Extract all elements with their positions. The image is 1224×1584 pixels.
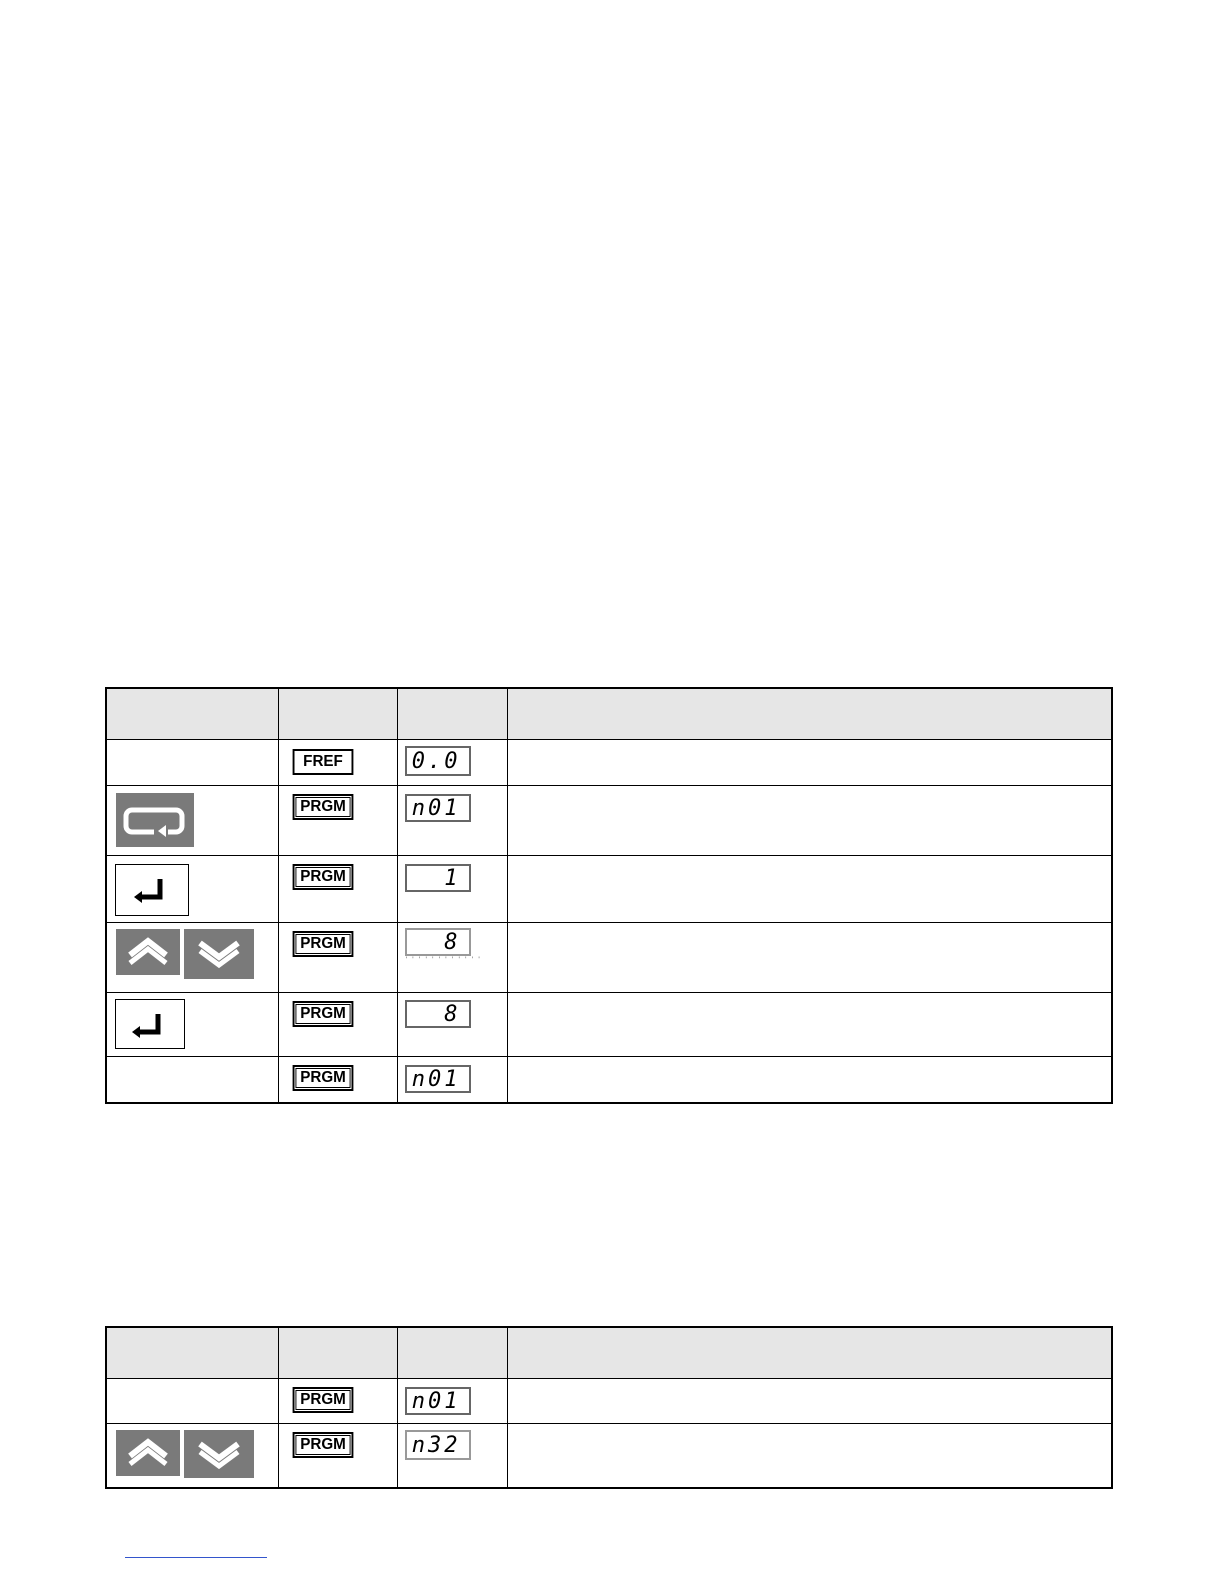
up-arrow-icon [116, 929, 180, 975]
hyperlink-underline[interactable] [125, 1557, 267, 1558]
description-cell [507, 1424, 1112, 1488]
down-arrow-icon [184, 929, 254, 979]
led-display: 8 [405, 928, 471, 956]
indicator-cell [278, 1379, 397, 1424]
table-row [106, 993, 1112, 1057]
key-cell [106, 993, 278, 1057]
enter-key-button[interactable] [115, 864, 189, 916]
key-cell [106, 856, 278, 923]
indicator-cell [278, 786, 397, 856]
header-display [397, 1327, 507, 1379]
indicator-cell [278, 740, 397, 786]
display-cell [397, 1379, 507, 1424]
indicator-cell [278, 856, 397, 923]
led-display: 0.0 [405, 746, 471, 776]
display-cell [397, 1424, 507, 1488]
description-cell [507, 1379, 1112, 1424]
table-row [106, 923, 1112, 993]
enter-return-icon [116, 865, 188, 915]
down-arrow-icon [184, 1430, 254, 1478]
led-display: 8 [405, 1000, 471, 1028]
header-indicator [278, 1327, 397, 1379]
description-cell [507, 993, 1112, 1057]
display-cell [397, 786, 507, 856]
display-cell [397, 740, 507, 786]
display-cell [397, 993, 507, 1057]
table-row [106, 1057, 1112, 1103]
header-description [507, 688, 1112, 740]
description-cell [507, 786, 1112, 856]
indicator-cell [278, 1057, 397, 1103]
indicator-lamp: PRGM [292, 1432, 353, 1458]
enter-key-button[interactable] [115, 999, 185, 1049]
key-cell [106, 1424, 278, 1488]
table-row [106, 740, 1112, 786]
down-key-button[interactable] [184, 929, 254, 979]
indicator-lamp: FREF [292, 749, 353, 775]
led-display: n01 [405, 1065, 471, 1093]
key-cell [106, 1057, 278, 1103]
indicator-lamp: PRGM [292, 794, 353, 820]
led-display: n01 [405, 794, 471, 822]
led-display: 1 [405, 864, 471, 892]
indicator-lamp: PRGM [292, 864, 353, 890]
table-row [106, 1379, 1112, 1424]
up-arrow-icon [116, 1430, 180, 1476]
indicator-cell [278, 923, 397, 993]
description-cell [507, 1057, 1112, 1103]
display-cell [397, 856, 507, 923]
mode-key-button[interactable] [116, 793, 194, 847]
table-row [106, 1424, 1112, 1488]
led-display: n32 [405, 1430, 471, 1460]
header-key [106, 688, 278, 740]
indicator-cell [278, 993, 397, 1057]
display-cell [397, 1057, 507, 1103]
key-cell [106, 1379, 278, 1424]
down-key-button[interactable] [184, 1430, 254, 1478]
key-cell [106, 923, 278, 993]
header-indicator [278, 688, 397, 740]
header-description [507, 1327, 1112, 1379]
table-header-row [106, 688, 1112, 740]
indicator-lamp: PRGM [292, 931, 353, 957]
operation-table-2 [105, 1326, 1113, 1489]
mode-loop-icon [116, 793, 194, 847]
description-cell [507, 740, 1112, 786]
up-key-button[interactable] [116, 929, 180, 975]
key-cell [106, 786, 278, 856]
display-cell [397, 923, 507, 993]
indicator-lamp: PRGM [292, 1065, 353, 1091]
description-cell [507, 856, 1112, 923]
description-cell [507, 923, 1112, 993]
indicator-lamp: PRGM [292, 1387, 353, 1413]
indicator-cell [278, 1424, 397, 1488]
operation-table-1 [105, 687, 1113, 1104]
indicator-lamp: PRGM [292, 1001, 353, 1027]
table-row [106, 856, 1112, 923]
up-key-button[interactable] [116, 1430, 180, 1476]
enter-return-icon [116, 1000, 184, 1048]
table-header-row [106, 1327, 1112, 1379]
header-key [106, 1327, 278, 1379]
table-row [106, 786, 1112, 856]
blink-ticks: '''''''''''' [404, 956, 484, 963]
led-display: n01 [405, 1387, 471, 1415]
key-cell [106, 740, 278, 786]
header-display [397, 688, 507, 740]
